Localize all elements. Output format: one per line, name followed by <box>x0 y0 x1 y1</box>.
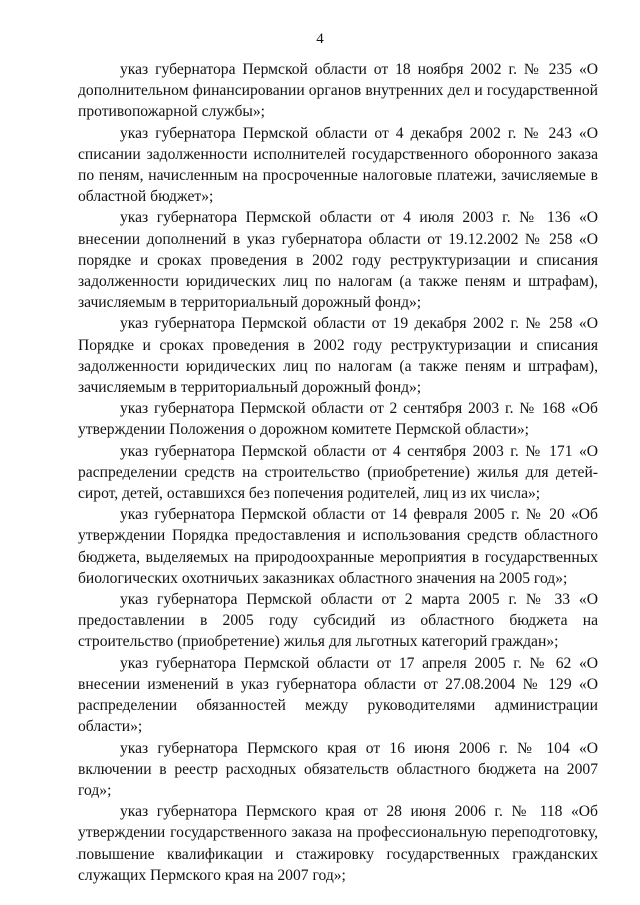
page-number: 4 <box>316 31 324 47</box>
decree-paragraph: указ губернатора Пермского края от 16 июня 2006 г. № 104 «О включении в реестр расходных обязательств областного бюджета на 2007 год»; <box>78 739 598 799</box>
decree-paragraph: указ губернатора Пермского края от 28 июня 2006 г. № 118 «Об утверждении государственного заказа на профессиональную переподготовку, повышение квалификации и стажировку государственных гражданских служащих Пермского края на 2007 год»; <box>78 803 598 884</box>
decree-list <box>78 59 598 886</box>
decree-paragraph: указ губернатора Пермской области от 18 ноября 2002 г. № 235 «О дополнительном финансировании органов внутренних дел и государственной противопожарной службы»; <box>78 61 598 121</box>
decree-paragraph: указ губернатора Пермской области от 17 апреля 2005 г. № 62 «О внесении изменений в указ губернатора области от 27.08.2004 № 129 «О распределении обязанностей между руководителями администрации области»; <box>78 654 598 736</box>
decree-paragraph: указ губернатора Пермской области от 4 июля 2003 г. № 136 «О внесении дополнений в указ губернатора области от 19.12.2002 № 258 «О порядке и сроках проведения в 2002 году реструктуризации и списания задолженности юридических лиц по налогам (а также пеням и штрафам), зачисляемым в территориальный дорожный фонд»; <box>78 209 598 312</box>
decree-paragraph: указ губернатора Пермской области от 4 декабря 2002 г. № 243 «О списании задолженности исполнителей государственного оборонного заказа по пеням, начисленным на просроченные налоговые платежи, зачисляемые в областной бюджет»; <box>78 124 598 206</box>
decree-paragraph: указ губернатора Пермской области от 14 февраля 2005 г. № 20 «Об утверждении Порядка предоставления и использования средств областного бюджета, выделяемых на природоохранные мероприятия в государственных биологических охотничьих заказниках областного значения на 2005 год»; <box>78 506 598 587</box>
scan-dot <box>76 857 78 859</box>
decree-paragraph: указ губернатора Пермской области от 2 сентября 2003 г. № 168 «Об утверждении Положения о дорожном комитете Пермской области»; <box>78 400 598 439</box>
decree-paragraph: указ губернатора Пермской области от 19 декабря 2002 г. № 258 «О Порядке и сроках проведения в 2002 году реструктуризации и списания задолженности юридических лиц по налогам (а также пеням и штрафам), зачисляемым в территориальный дорожный фонд»; <box>78 315 598 397</box>
decree-paragraph: указ губернатора Пермской области от 4 сентября 2003 г. № 171 «О распределении средств на строительство (приобретение) жилья для детей-сирот, детей, оставшихся без попечения родителей, лиц из их числа»; <box>78 442 598 503</box>
decree-paragraph: указ губернатора Пермской области от 2 марта 2005 г. № 33 «О предоставлении в 2005 году субсидий из областного бюджета на строительство (приобретение) жилья для льготных категорий граждан»; <box>78 591 598 651</box>
